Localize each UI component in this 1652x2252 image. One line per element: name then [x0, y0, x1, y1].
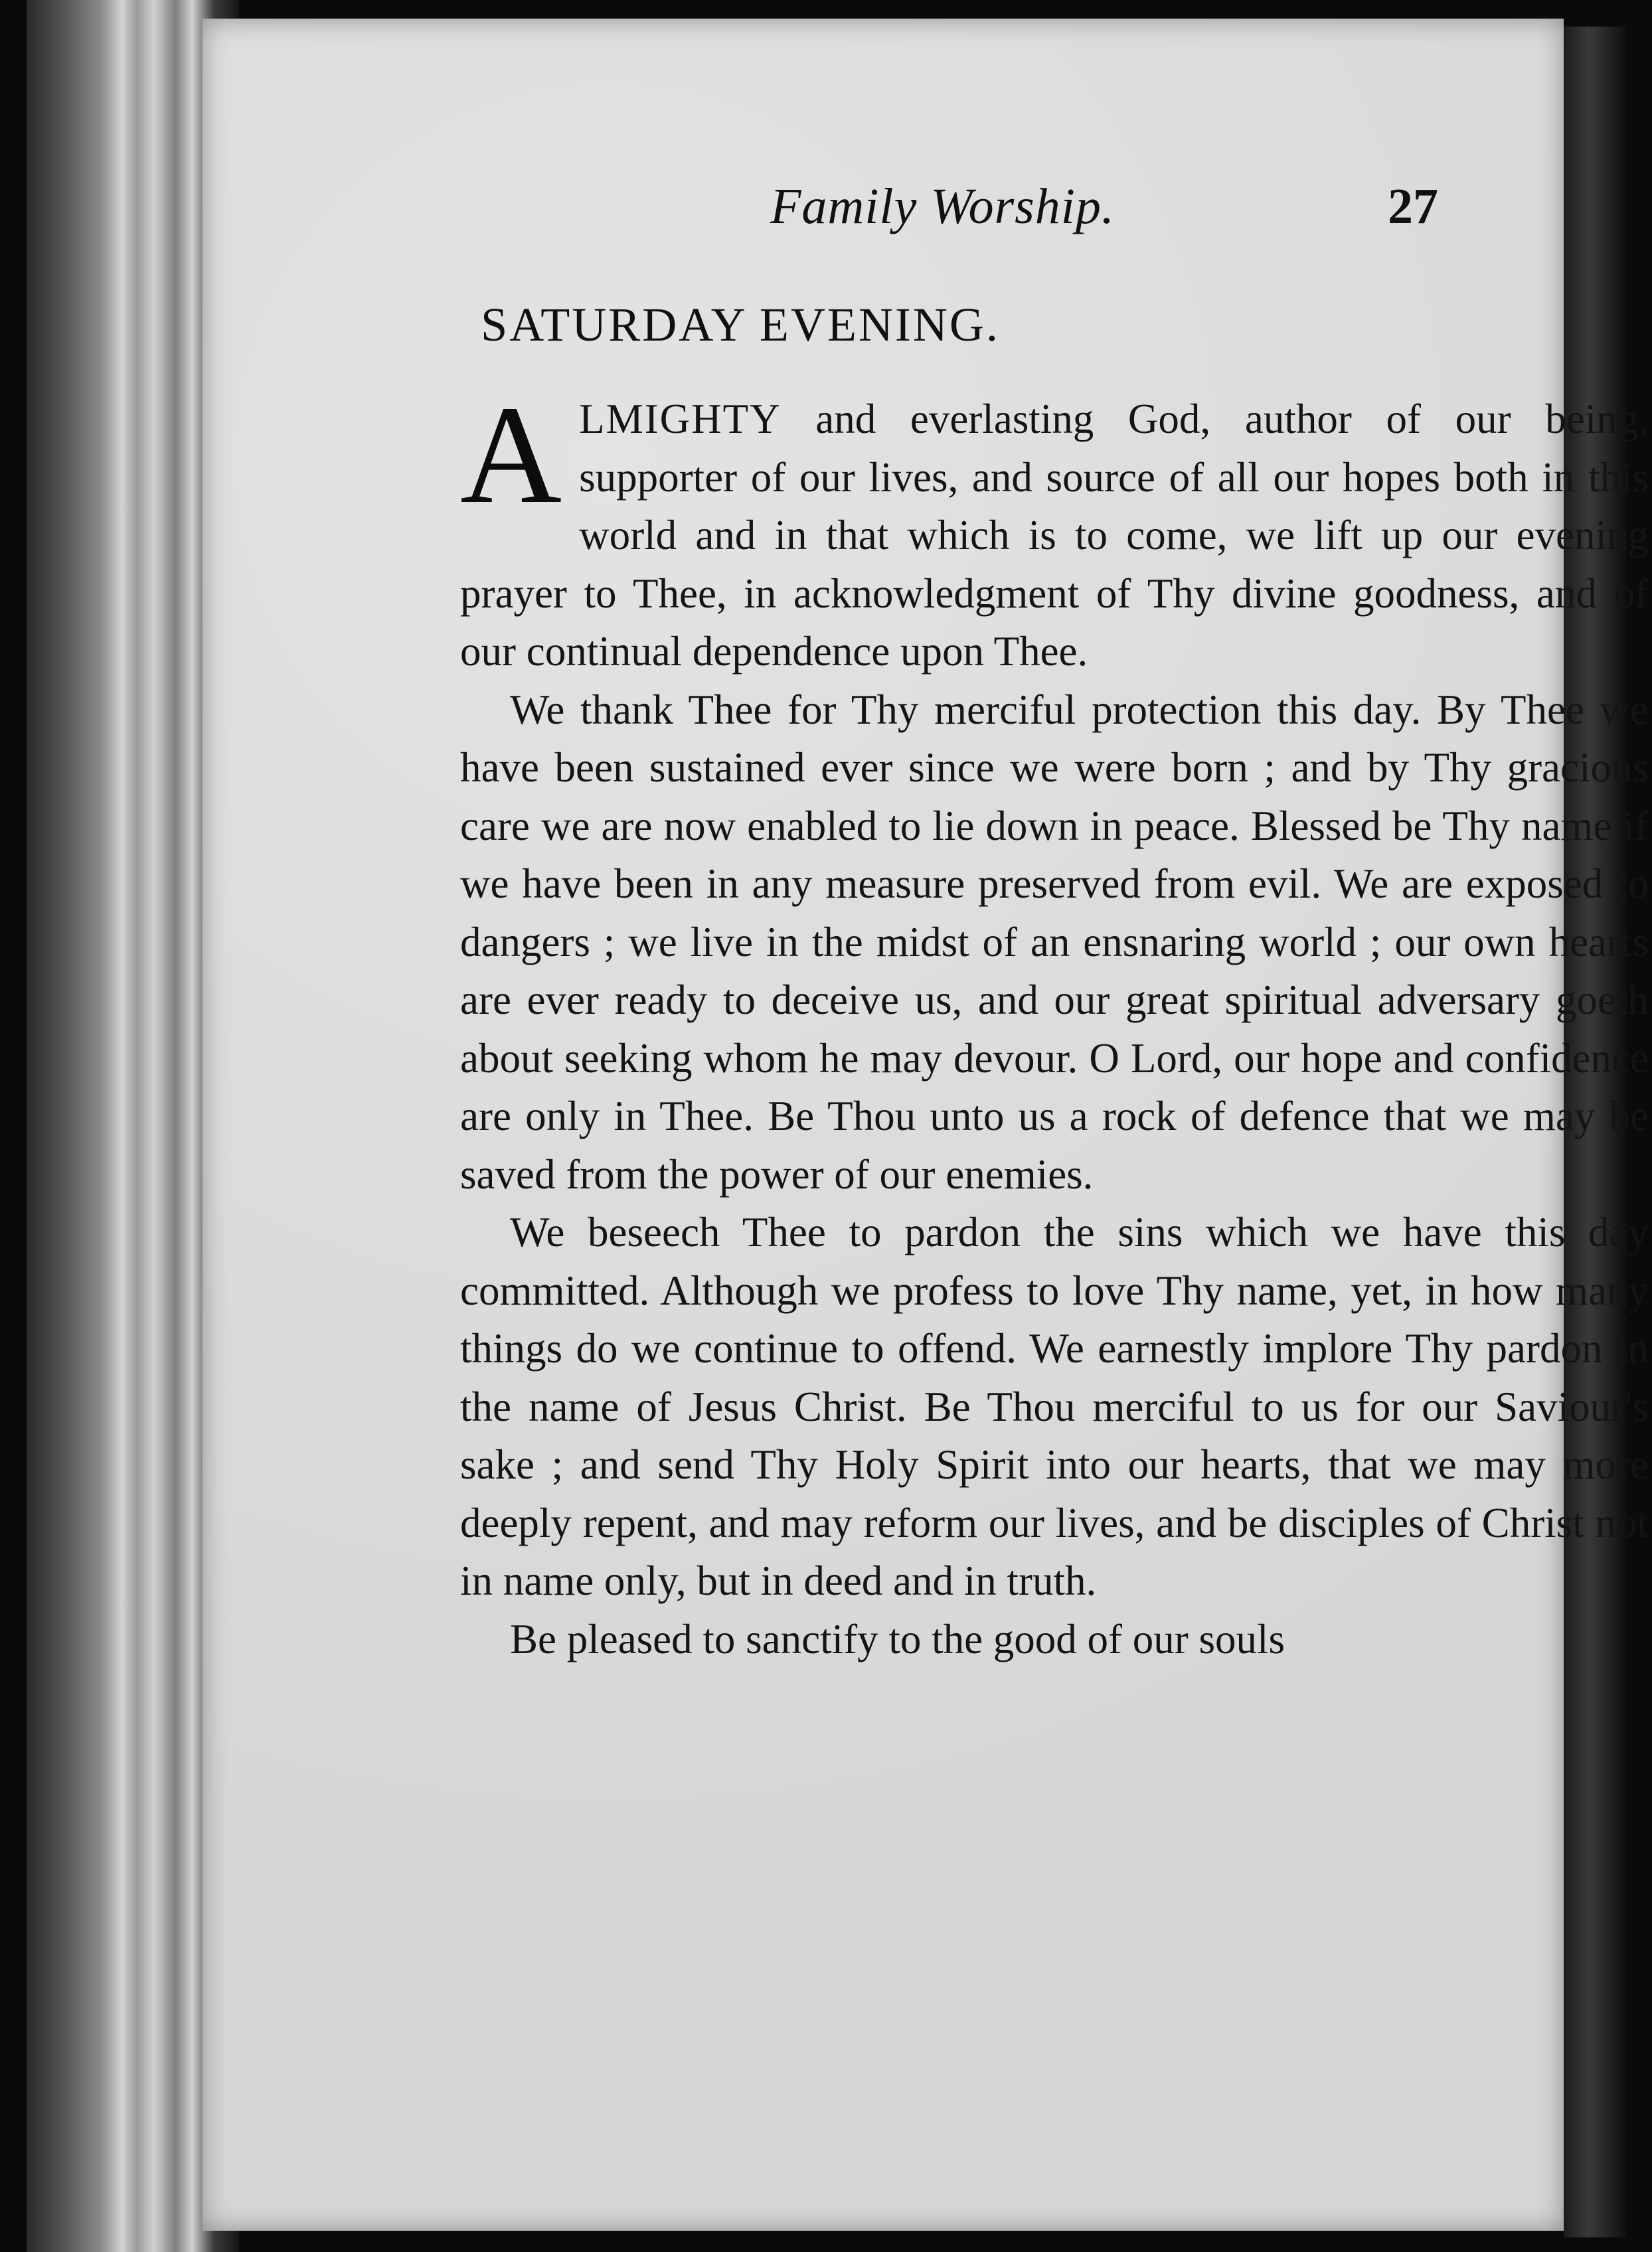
paragraph-1-text: and everlasting God, author of our being, supporter of our lives, and source of all our hopes both in this world and in that which is to come, we lift up our evening prayer to Thee, in acknowledgment of Thy divine goodness, and of our continual dependence upon Thee.	[460, 396, 1649, 675]
paragraph-2: We thank Thee for Thy merciful protection this day. By Thee we have been sustained ever since we were born ; and by Thy gracious care we are now enabled to lie down in peace. Blessed be Thy name if we have been in any measure preserved from evil. We are exposed to dangers ; we live in the midst of an ensnaring world ; our own hearts are ever ready to deceive us, and our great spiritual adversary goeth about seeking whom he may devour. O Lord, our hope and confidence are only in Thee. Be Thou unto us a rock of defence that we may be saved from the power of our enemies.	[460, 686, 1649, 1198]
paragraph-3: We beseech Thee to pardon the sins which we have this day committed. Although we profess to love Thy name, yet, in how many things do we continue to offend. We earnestly implore Thy pardon in the name of Jesus Christ. Be Thou merciful to us for our Saviour's sake ; and send Thy Holy Spirit into our hearts, that we may more deeply repent, and may reform our lives, and be disciples of Christ not in name only, but in deed and in truth.	[460, 1209, 1649, 1604]
paragraph-4: Be pleased to sanctify to the good of our souls	[510, 1615, 1285, 1662]
book-page	[203, 19, 1649, 2231]
body-text	[460, 376, 1649, 1668]
section-heading: SATURDAY EVENING.	[481, 298, 1000, 351]
paragraph-1	[460, 376, 1649, 681]
page-number: 27	[1388, 179, 1438, 234]
lead-word: LMIGHTY	[579, 396, 782, 442]
running-title: Family Worship.	[770, 179, 1115, 234]
running-head	[203, 178, 1564, 251]
drop-cap: A	[460, 376, 562, 532]
